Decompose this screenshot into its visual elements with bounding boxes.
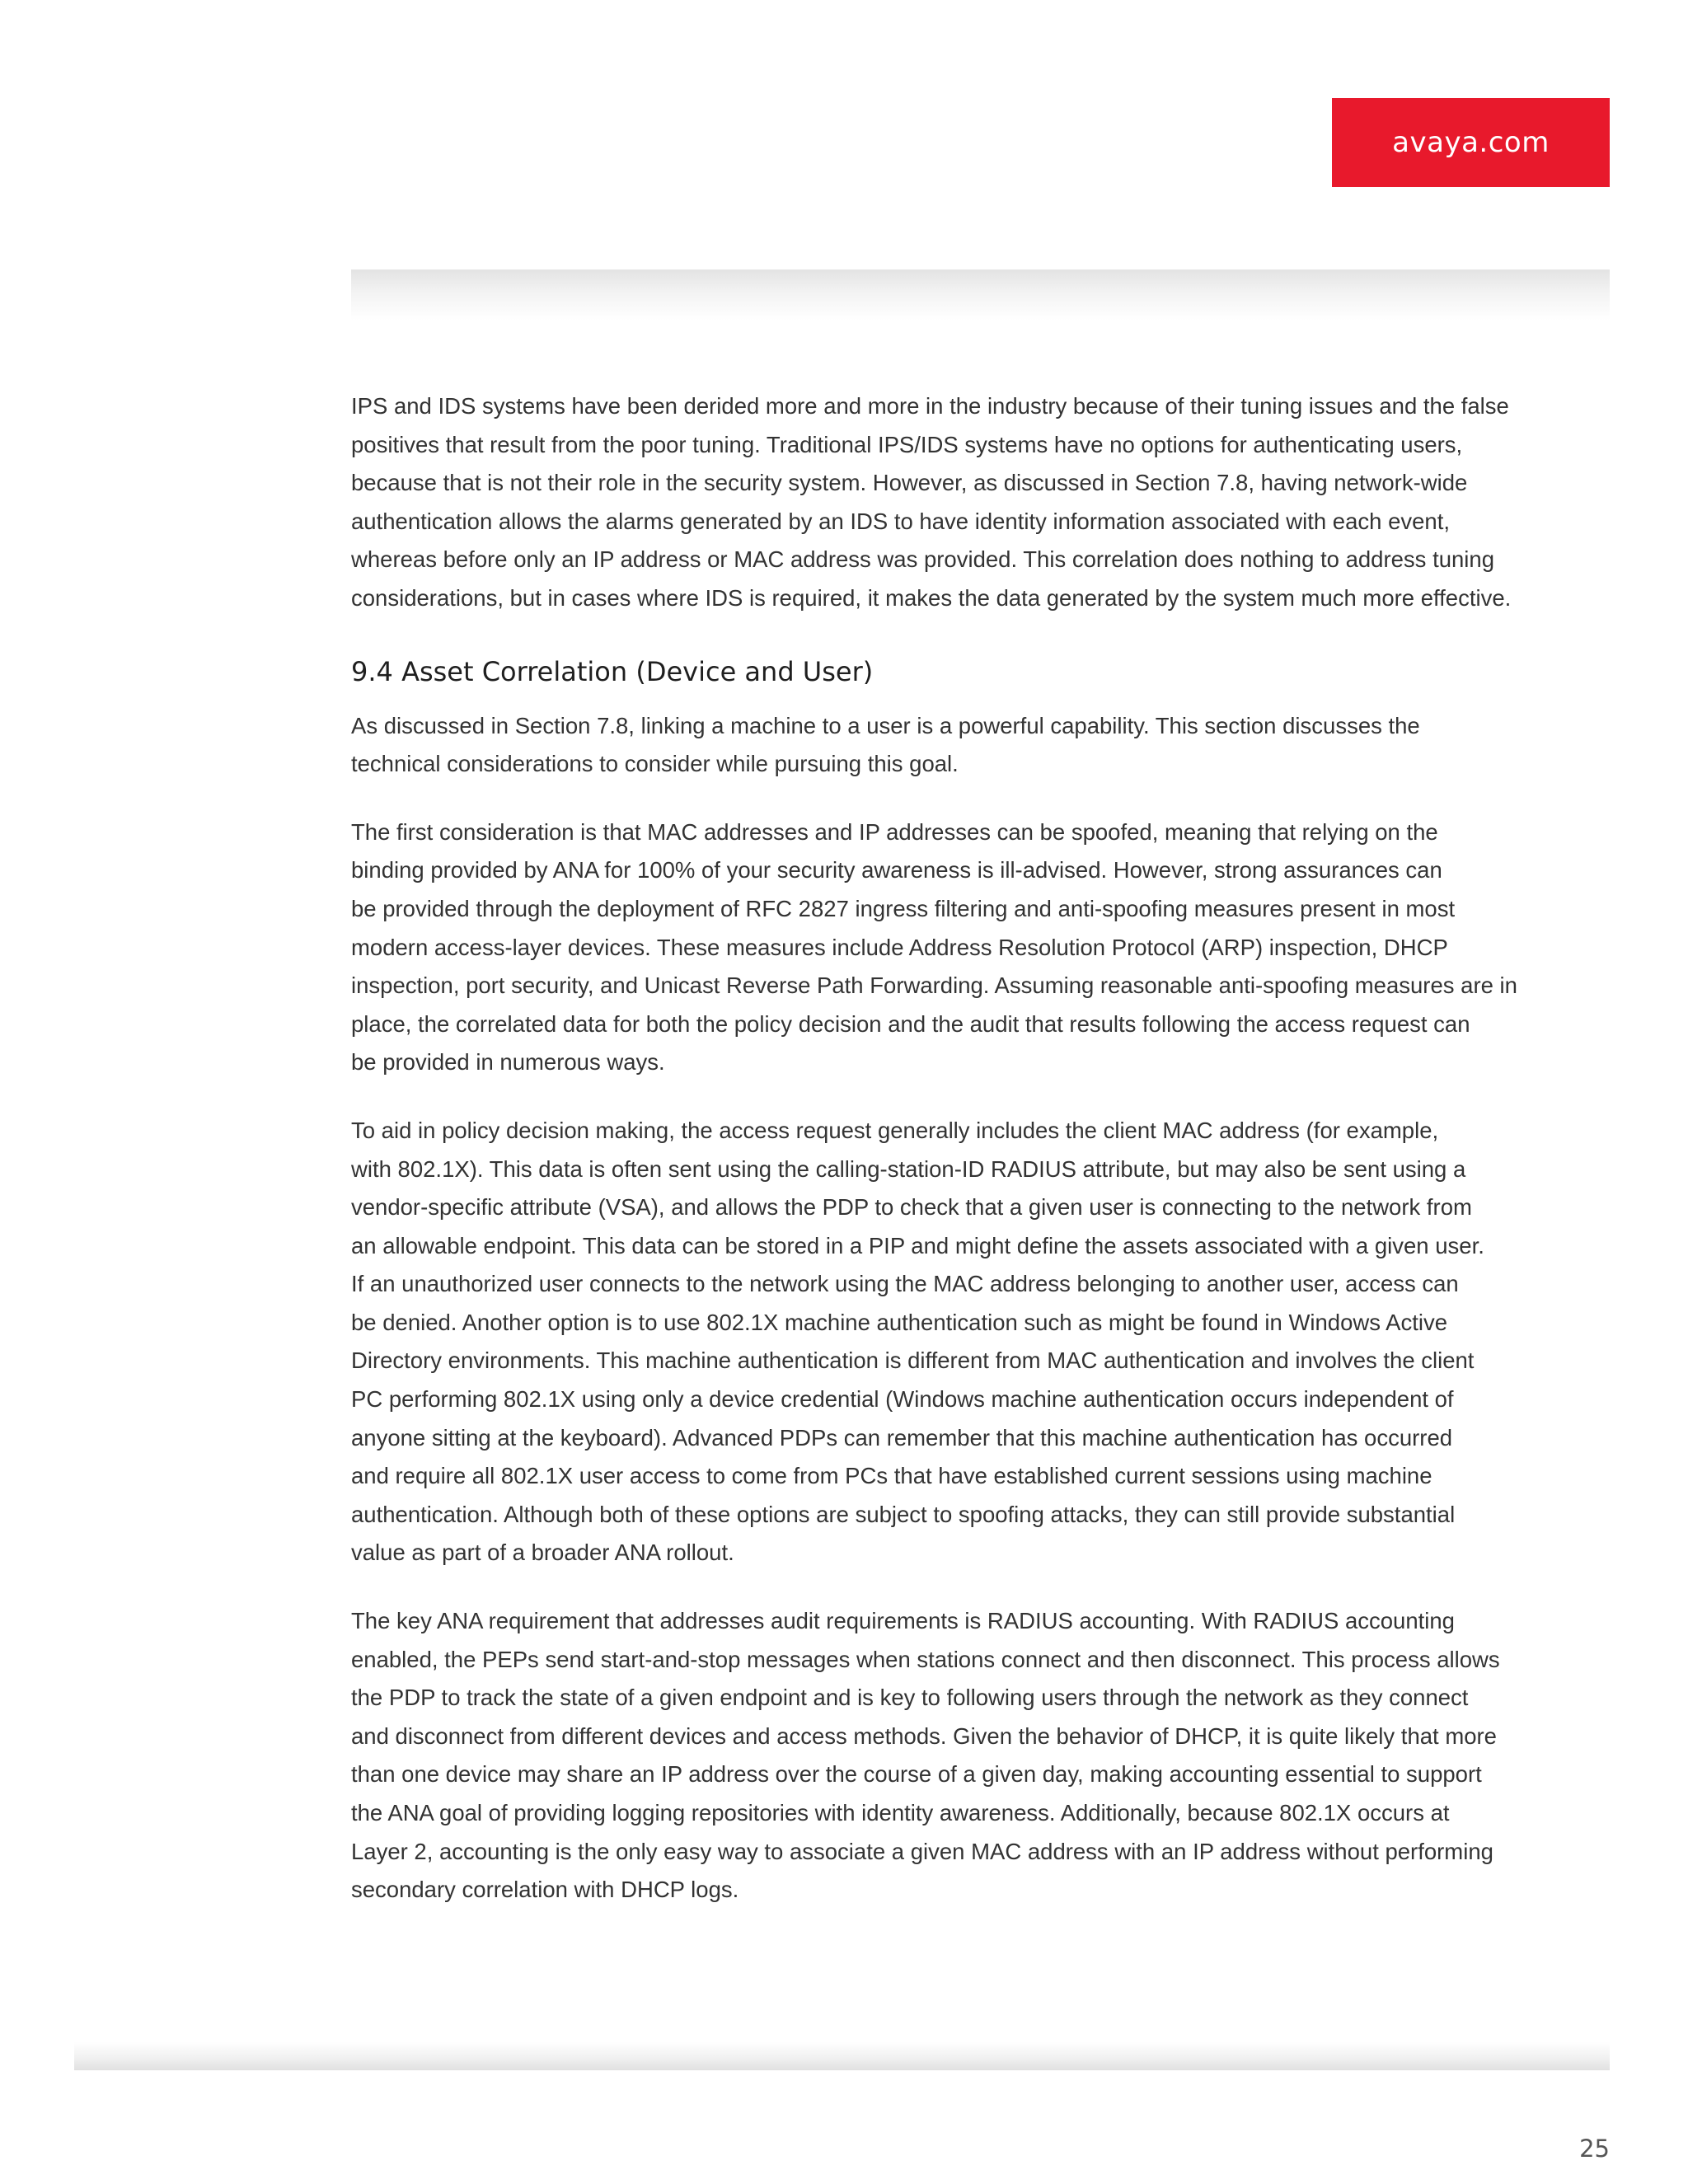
text-line: If an unauthorized user connects to the network using the MAC address belonging to another user, access can xyxy=(351,1271,1459,1297)
text-line: inspection, port security, and Unicast Reverse Path Forwarding. Assuming reasonable anti-spoofing measures are in xyxy=(351,972,1517,999)
text-line: secondary correlation with DHCP logs. xyxy=(351,1877,739,1903)
text-line: To aid in policy decision making, the access request generally includes the client MAC address (for example, xyxy=(351,1117,1439,1143)
text-line: positives that result from the poor tuning. Traditional IPS/IDS systems have no options for authenticating users, xyxy=(351,431,1463,457)
paragraph-1 xyxy=(351,707,1612,784)
brand-link[interactable] xyxy=(1332,98,1610,187)
text-line: an allowable endpoint. This data can be stored in a PIP and might define the assets associated with a given user. xyxy=(351,1232,1484,1258)
text-line: value as part of a broader ANA rollout. xyxy=(351,1540,734,1566)
text-line: the ANA goal of providing logging repositories with identity awareness. Additionally, because 802.1X occurs at xyxy=(351,1800,1450,1825)
footer-divider xyxy=(74,2042,1610,2070)
text-line: be provided through the deployment of RFC 2827 ingress filtering and anti-spoofing measures present in most xyxy=(351,895,1456,921)
paragraph-2 xyxy=(351,813,1612,1082)
text-line: vendor-specific attribute (VSA), and allows the PDP to check that a given user is connecting to the network from xyxy=(351,1194,1472,1221)
text-line: with 802.1X). This data is often sent using the calling-station-ID RADIUS attribute, but may also be sent using a xyxy=(351,1155,1466,1182)
intro-paragraph xyxy=(351,387,1612,618)
page-body xyxy=(351,387,1612,1939)
text-line: PC performing 802.1X using only a device credential (Windows machine authentication occurs independent of xyxy=(351,1386,1454,1413)
text-line: modern access-layer devices. These measures include Address Resolution Protocol (ARP) inspection, DHCP xyxy=(351,934,1448,960)
paragraph-4 xyxy=(351,1602,1612,1910)
text-line: The first consideration is that MAC addresses and IP addresses can be spoofed, meaning that relying on the xyxy=(351,818,1438,845)
text-line: authentication. Although both of these options are subject to spoofing attacks, they can still provide substantial xyxy=(351,1501,1456,1527)
text-line: the PDP to track the state of a given endpoint and is key to following users through the network as they connect xyxy=(351,1685,1469,1711)
text-line: be denied. Another option is to use 802.1X machine authentication such as might be found in Windows Active xyxy=(351,1309,1448,1335)
text-line: As discussed in Section 7.8, linking a machine to a user is a powerful capability. This section discusses the xyxy=(351,712,1420,738)
page-number: 25 xyxy=(1579,2135,1610,2163)
text-line: anyone sitting at the keyboard). Advanced PDPs can remember that this machine authentication has occurred xyxy=(351,1424,1453,1451)
text-line: Directory environments. This machine authentication is different from MAC authentication and involves the client xyxy=(351,1347,1475,1374)
text-line: because that is not their role in the security system. However, as discussed in Section 7.8, having network-wide xyxy=(351,470,1468,496)
section-heading: 9.4 Asset Correlation (Device and User) xyxy=(351,655,874,687)
text-line: authentication allows the alarms generated by an IDS to have identity information associated with each event, xyxy=(351,508,1450,534)
text-line: IPS and IDS systems have been derided more and more in the industry because of their tuning issues and the false xyxy=(351,393,1509,419)
text-line: than one device may share an IP address over the course of a given day, making accounting essential to support xyxy=(351,1761,1482,1788)
text-line: and disconnect from different devices and access methods. Given the behavior of DHCP, it is quite likely that more xyxy=(351,1722,1497,1749)
text-line: technical considerations to consider while pursuing this goal. xyxy=(351,751,959,777)
text-line: enabled, the PEPs send start-and-stop messages when stations connect and then disconnect. This process allows xyxy=(351,1646,1500,1672)
brand-label: avaya.com xyxy=(1392,126,1550,159)
text-line: binding provided by ANA for 100% of your security awareness is ill-advised. However, strong assurances can xyxy=(351,857,1442,883)
text-line: The key ANA requirement that addresses audit requirements is RADIUS accounting. With RADIUS accounting xyxy=(351,1608,1455,1634)
text-line: whereas before only an IP address or MAC address was provided. This correlation does nothing to address tuning xyxy=(351,546,1494,573)
paragraph-3 xyxy=(351,1112,1612,1572)
text-line: and require all 802.1X user access to come from PCs that have established current sessions using machine xyxy=(351,1463,1432,1489)
text-line: Layer 2, accounting is the only easy way to associate a given MAC address with an IP address without performing xyxy=(351,1838,1493,1864)
text-line: place, the correlated data for both the policy decision and the audit that results following the access request can xyxy=(351,1010,1470,1037)
text-line: considerations, but in cases where IDS is required, it makes the data generated by the system much more effective. xyxy=(351,584,1512,611)
header-divider xyxy=(351,269,1610,321)
text-line: be provided in numerous ways. xyxy=(351,1049,665,1076)
